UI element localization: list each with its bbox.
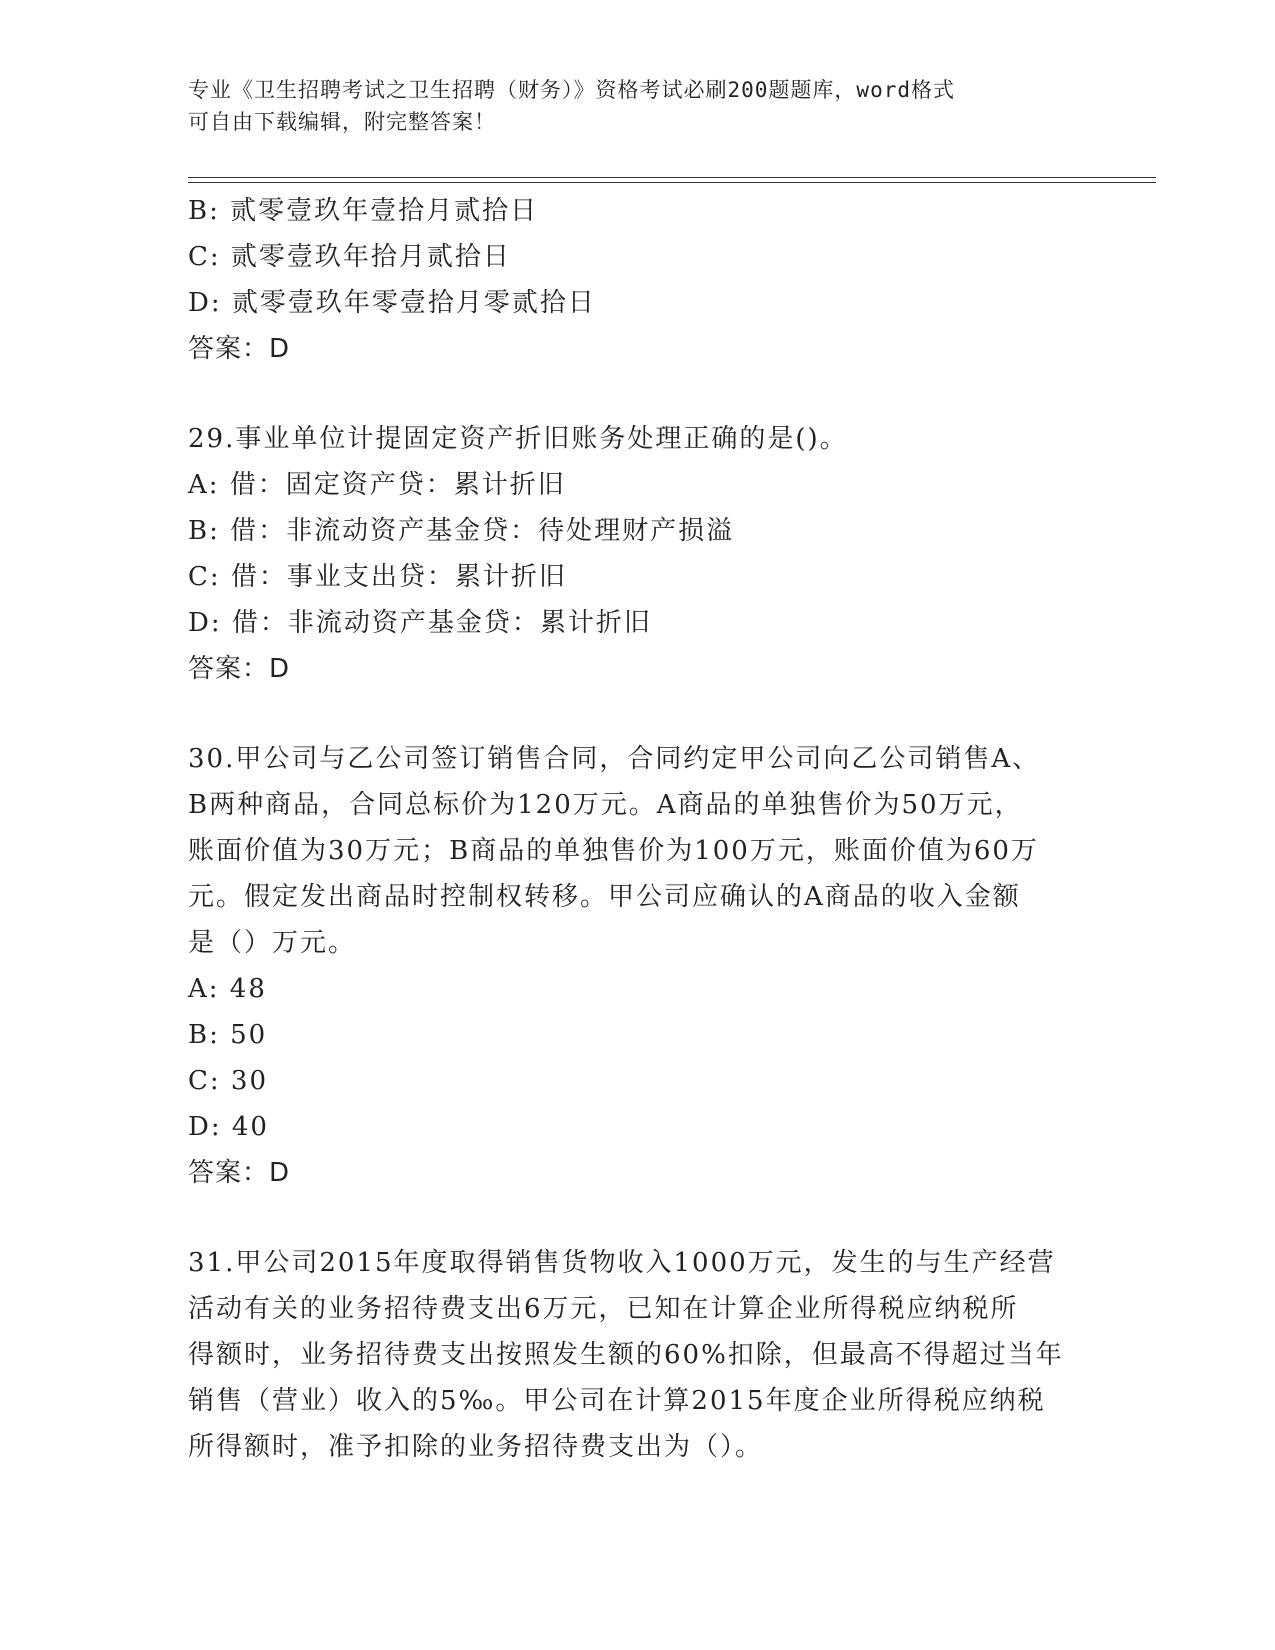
question-line: 所得额时，准予扣除的业务招待费支出为（）。	[188, 1432, 764, 1462]
option-c: C: 30	[188, 1066, 269, 1096]
question-line: 是（）万元。	[188, 928, 357, 958]
option-b: B: 贰零壹玖年壹拾月贰拾日	[188, 196, 539, 226]
option-c: C: 借：事业支出贷：累计折旧	[188, 562, 567, 592]
question-text	[188, 1240, 1088, 1470]
option-a: A: 借：固定资产贷：累计折旧	[188, 470, 566, 500]
question-29	[188, 416, 1088, 692]
question-text	[188, 736, 1088, 966]
option-d: D: 贰零壹玖年零壹拾月零贰拾日	[188, 288, 596, 318]
page-header	[188, 74, 1068, 138]
answer: 答案：D	[188, 654, 291, 684]
option-b: B: 借：非流动资产基金贷：待处理财产损溢	[188, 516, 735, 546]
question-28	[188, 188, 1088, 372]
header-rule-bottom	[188, 182, 1156, 183]
question-line: 元。假定发出商品时控制权转移。甲公司应确认的A商品的收入金额	[188, 882, 1021, 912]
option-d: D: 40	[188, 1112, 269, 1142]
header-line-2: 可自由下载编辑，附完整答案！	[188, 110, 496, 134]
answer: 答案：D	[188, 334, 291, 364]
answer: 答案：D	[188, 1158, 291, 1188]
question-line: 账面价值为30万元；B商品的单独售价为100万元，账面价值为60万	[188, 836, 1039, 866]
option-a: A: 48	[188, 974, 267, 1004]
question-line: 销售（营业）收入的5‰。甲公司在计算2015年度企业所得税应纳税	[188, 1386, 1046, 1416]
question-line: 得额时，业务招待费支出按照发生额的60%扣除，但最高不得超过当年	[188, 1340, 1064, 1370]
question-line: 30.甲公司与乙公司签订销售合同，合同约定甲公司向乙公司销售A、	[188, 744, 1041, 774]
question-text: 29.事业单位计提固定资产折旧账务处理正确的是()。	[188, 424, 848, 454]
option-b: B: 50	[188, 1020, 268, 1050]
question-31	[188, 1240, 1088, 1470]
question-line: 31.甲公司2015年度取得销售货物收入1000万元，发生的与生产经营	[188, 1248, 1056, 1278]
option-d: D: 借：非流动资产基金贷：累计折旧	[188, 608, 652, 638]
header-line-1: 专业《卫生招聘考试之卫生招聘（财务）》资格考试必刷200题题库，word格式	[188, 78, 955, 102]
question-line: 活动有关的业务招待费支出6万元，已知在计算企业所得税应纳税所	[188, 1294, 1019, 1324]
question-line: B两种商品，合同总标价为120万元。A商品的单独售价为50万元，	[188, 790, 1023, 820]
question-30	[188, 736, 1088, 1196]
document-body	[188, 188, 1088, 1470]
option-c: C: 贰零壹玖年拾月贰拾日	[188, 242, 511, 272]
header-rule-top	[188, 177, 1156, 178]
